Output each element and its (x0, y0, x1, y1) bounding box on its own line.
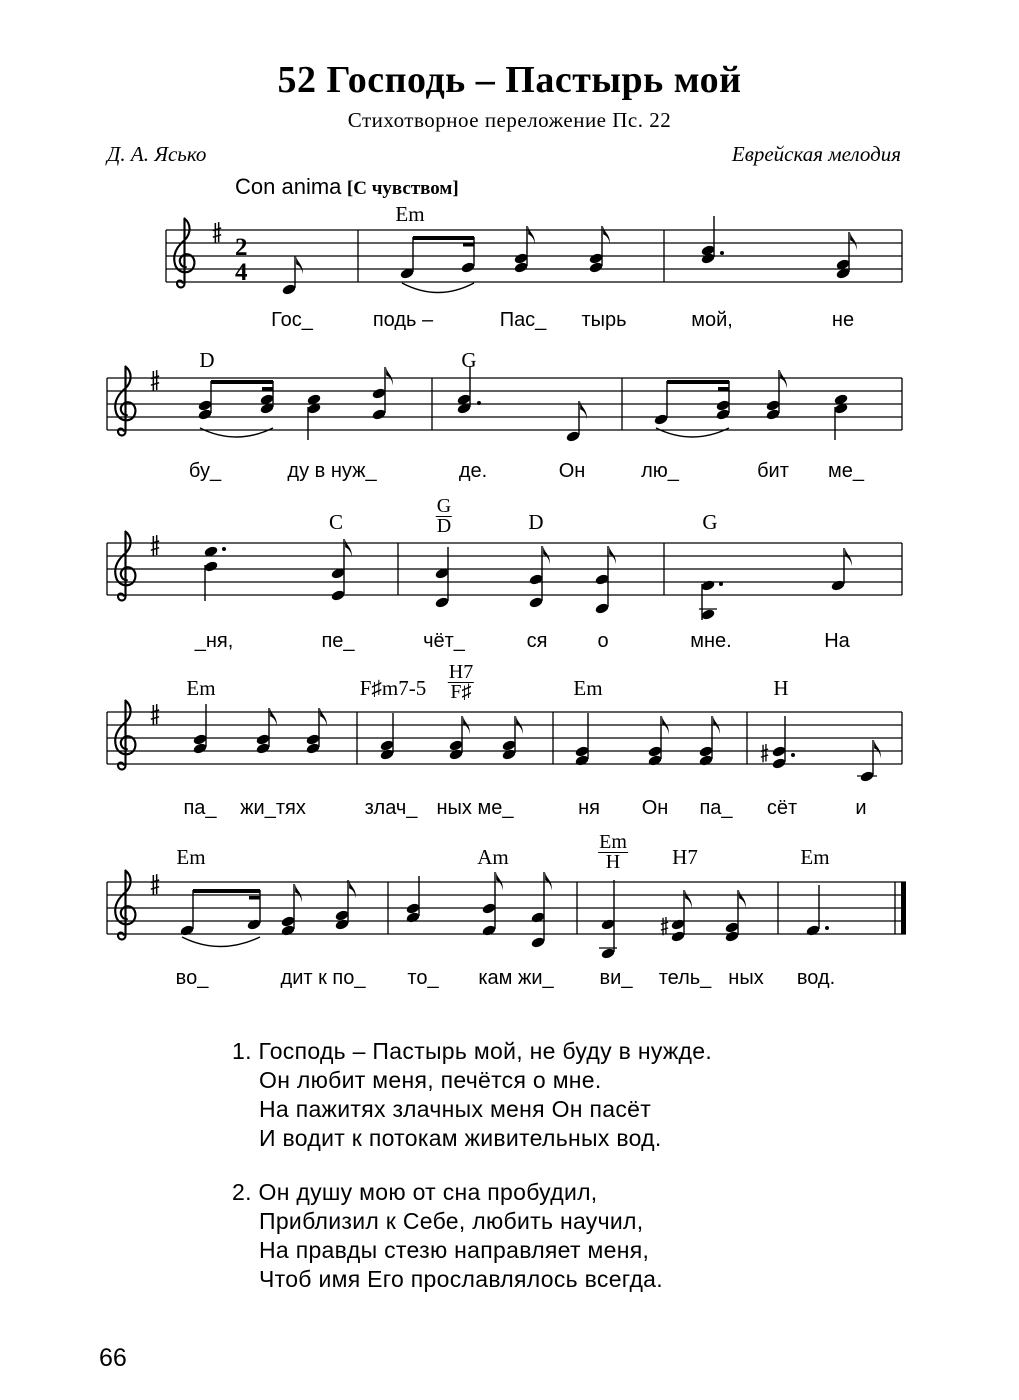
lyric-syllable: мне. (690, 630, 732, 652)
chord-symbol: Em (573, 676, 603, 700)
melody-source: Еврейская мелодия (731, 142, 901, 166)
verse-number: 2. (232, 1179, 252, 1205)
lyric-syllable: во_ (175, 967, 209, 989)
chord-symbol: H7 (672, 845, 698, 869)
lyric-syllable: де. (458, 460, 488, 482)
chord-symbol: H (773, 676, 789, 700)
verse-1 (232, 1037, 712, 1153)
verse-line: Он душу мою от сна пробудил, (258, 1179, 598, 1205)
lyric-syllable: кам жи_ (478, 967, 554, 989)
chord-symbol: D (199, 348, 215, 372)
lyric-syllable: вод. (796, 967, 836, 989)
tempo-translation: [С чувством] (346, 178, 459, 199)
lyric-syllable: тырь (581, 309, 627, 331)
song-subtitle: Стихотворное переложение Пс. 22 (347, 108, 672, 132)
lyric-syllable: ных ме_ (436, 797, 514, 819)
lyric-syllable: ви_ (599, 967, 633, 989)
chord-symbol: G (461, 348, 477, 372)
staff-system-4 (107, 701, 902, 783)
lyric-syllable: подь – (372, 309, 434, 331)
chord-symbol: F♯m7-5 (359, 676, 427, 700)
lyric-syllable: ня (578, 797, 600, 819)
lyric-syllable: мой, (691, 309, 733, 331)
svg-text:4: 4 (235, 259, 248, 286)
chord-symbol: Em (800, 845, 830, 869)
page-number: 66 (99, 1344, 127, 1372)
verse-line: На правды стезю направляет меня, (259, 1237, 650, 1263)
chord-numerator: G (436, 495, 452, 517)
lyric-syllable: Пас_ (499, 309, 547, 331)
verse-2 (232, 1178, 663, 1294)
lyric-syllable: чёт_ (423, 630, 465, 652)
lyric-syllable: _ня, (194, 630, 234, 652)
lyric-syllable: не (831, 309, 855, 331)
lyric-syllable: па_ (183, 797, 217, 819)
song-title: 52 Господь – Пастырь мой (277, 59, 742, 101)
chord-symbol: Em (176, 845, 206, 869)
verse-number: 1. (232, 1038, 252, 1064)
verse-line: Чтоб имя Его прославлялось всегда. (259, 1266, 663, 1292)
lyric-syllable: На (824, 630, 850, 652)
verse-line: На пажитях злачных меня Он пасёт (259, 1096, 652, 1122)
lyric-syllable: лю_ (641, 460, 679, 482)
lyric-syllable: тель_ (658, 967, 712, 989)
verse-line: И водит к потокам живительных вод. (259, 1125, 662, 1151)
chord-symbol: D (528, 510, 544, 534)
lyric-syllable: ных (728, 967, 764, 989)
chord-symbol: G (702, 510, 718, 534)
lyric-syllable: дит к по_ (280, 967, 366, 989)
lyric-syllable: сёт (766, 797, 798, 819)
staff-system-3 (107, 532, 902, 621)
verse-line: Он любит меня, печётся о мне. (259, 1067, 602, 1093)
lyric-syllable: и (855, 797, 867, 819)
lyric-syllable: злач_ (364, 797, 418, 819)
lyric-syllable: пе_ (321, 630, 355, 652)
chord-symbol: C (328, 510, 344, 534)
lyric-syllable: ду в нуж_ (287, 460, 377, 482)
chord-denominator: F♯ (450, 681, 472, 703)
chord-notes (192, 704, 881, 783)
verse-line: Приблизил к Себе, любить научил, (259, 1208, 644, 1234)
lyric-syllable: ме_ (828, 460, 864, 482)
staff-system-2 (107, 366, 902, 443)
lyric-syllable: Гос_ (271, 309, 313, 331)
chord-symbol: Em (395, 202, 425, 226)
lyric-syllable: па_ (699, 797, 733, 819)
lyric-syllable: о (597, 630, 609, 652)
verse-line: Господь – Пастырь мой, не буду в нужде. (258, 1038, 713, 1064)
staff-system-1 (166, 216, 902, 296)
lyric-syllable: Он (641, 797, 669, 819)
lyric-syllable: бит (757, 460, 789, 482)
chord-numerator: H7 (448, 661, 474, 683)
lyric-syllable: то_ (407, 967, 439, 989)
tempo-label: Con anima (235, 174, 342, 199)
chord-denominator: D (436, 515, 452, 537)
chord-symbol: Am (477, 845, 509, 869)
lyric-syllable: жи_тях (240, 797, 306, 819)
staff-system-5 (107, 871, 906, 960)
chord-numerator: Em (599, 831, 627, 853)
chord-symbol: Em (186, 676, 216, 700)
chord-denominator: H (605, 851, 621, 873)
svg-text:2: 2 (235, 234, 248, 261)
lyric-syllable: Он (558, 460, 586, 482)
lyric-syllable: бу_ (188, 460, 222, 482)
lyric-syllable: ся (526, 630, 548, 652)
lyrics-author: Д. А. Ясько (107, 142, 207, 166)
